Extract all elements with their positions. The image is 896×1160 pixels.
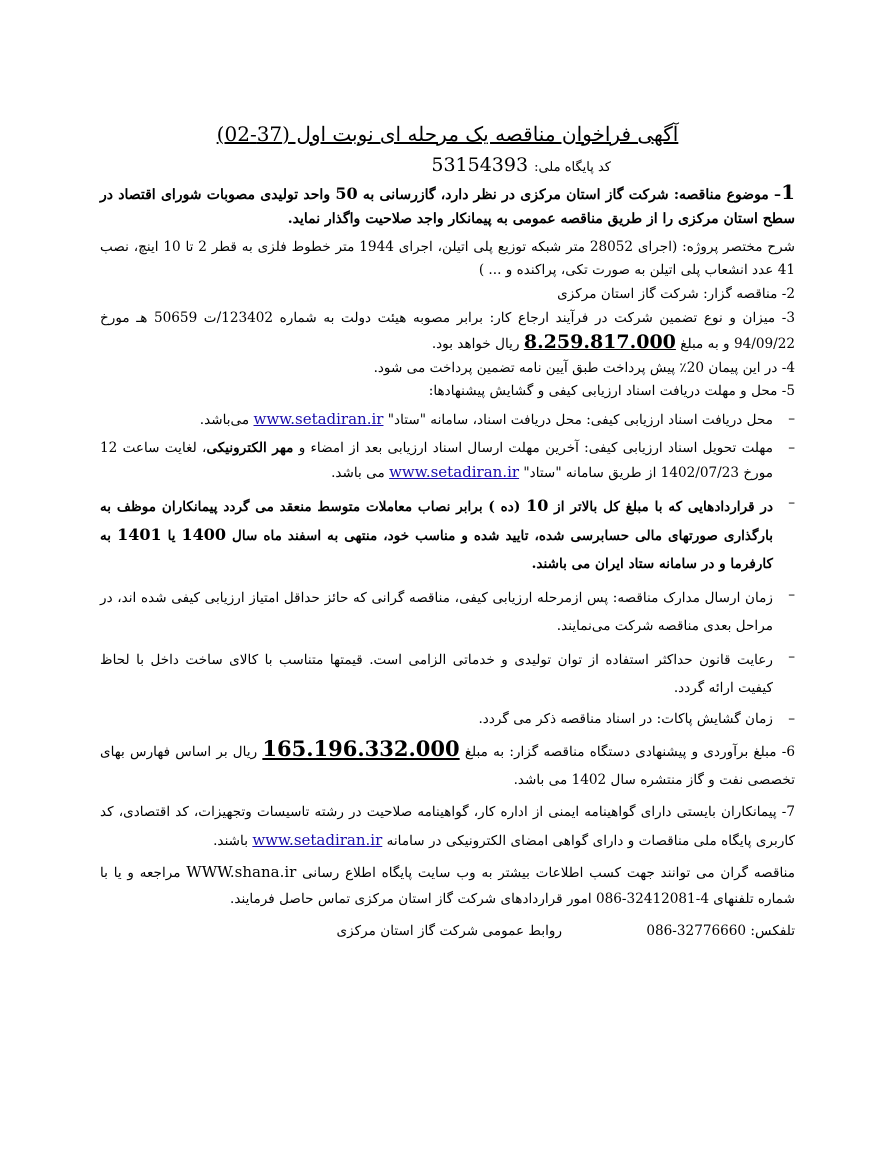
public-relations: روابط عمومی شرکت گاز استان مرکزی bbox=[336, 923, 563, 940]
section-6-text-a: 6- مبلغ برآوردی و پیشنهادی دستگاه مناقصه گزار: به مبلغ bbox=[459, 744, 795, 761]
setadiran-link[interactable]: www.setadiran.ir bbox=[253, 410, 384, 429]
section-4: 4- در این پیمان 20٪ پیش پرداخت طبق آیین نامه تضمین پرداخت می شود. bbox=[373, 359, 795, 376]
bullet-4-text: – زمان ارسال مدارک مناقصه: پس ازمرحله ارزیابی کیفی، مناقصه گرانی که حائز حداقل امتیاز ارزیابی کیفی شده اند، در مراحل بعدی مناقصه شرکت می‌نمایند. bbox=[100, 589, 773, 634]
bullet-5-text: – رعایت قانون حداکثر استفاده از توان تولیدی و خدماتی الزامی است. قیمتها متناسب با کالای ساخت داخل با لحاظ کیفیت ارائه گردد. bbox=[100, 651, 773, 696]
section-7-text-a: 7- پیمانکاران بایستی دارای گواهینامه ایمنی از اداره کار، گواهینامه صلاحیت در رشته تاسیسات وتجهیزات، کد اقتصادی، کد کاربری پایگاه ملی مناقصات و دارای گواهی امضای الکترونیکی در سامانه bbox=[100, 804, 795, 850]
bullet-1-text-b: می‌باشد. bbox=[199, 412, 254, 429]
section-1-text-a: – موضوع مناقصه: شرکت گاز استان مرکزی در نظر دارد، گازرسانی به bbox=[357, 187, 782, 203]
bullet-3-text-a: در قراردادهایی که با مبلغ کل بالاتر از bbox=[548, 498, 774, 515]
list-item bbox=[100, 492, 773, 578]
code-label: کد پایگاه ملی: bbox=[534, 160, 611, 175]
fax-number: تلفکس: 32776660-086 bbox=[646, 923, 795, 940]
shana-link[interactable]: WWW.shana.ir bbox=[186, 863, 297, 882]
setadiran-link[interactable]: www.setadiran.ir bbox=[252, 831, 383, 850]
section-1-number: 1 bbox=[781, 180, 795, 204]
list-item bbox=[100, 646, 773, 702]
section-1 bbox=[100, 181, 795, 232]
bullet-3-text-b: (ده ) برابر نصاب معاملات متوسط منعقد می گردد پیمانکاران موظف به بارگذاری صورتهای مالی حسابرسی شده، تایید شده و مناسب خود، منتهی به اسفند ماه سال bbox=[100, 498, 774, 544]
section-6-text-b: ریال بر اساس فهارس بهای تخصصی نفت و گاز منتشره سال 1402 می باشد. bbox=[100, 744, 795, 789]
list-item bbox=[100, 408, 773, 433]
page-title: آگهی فراخوان مناقصه یک مرحله ای نوبت اول (37-02) bbox=[216, 122, 679, 146]
section-7-text-b: باشند. bbox=[213, 833, 253, 850]
bullet-3-year-1401: 1401 bbox=[117, 524, 162, 544]
section-1-text-c: واحد تولیدی مصوبات شورای اقتصاد در سطح استان مرکزی را از طریق مناقصه عمومی به پیمانکار واجد صلاحیت واگذار نماید. bbox=[100, 187, 795, 227]
bullet-3-text-d: به کارفرما و در سامانه ستاد ایران می باشند. bbox=[100, 527, 773, 572]
contact-text-a: مناقصه گران می توانند جهت کسب اطلاعات بیشتر به وب سایت پایگاه اطلاع رسانی bbox=[296, 865, 795, 882]
setadiran-link[interactable]: www.setadiran.ir bbox=[389, 462, 520, 481]
guarantee-amount: 8.259.817.000 bbox=[523, 330, 676, 353]
list-item bbox=[100, 584, 773, 640]
section-1-units: 50 bbox=[335, 184, 358, 203]
contact-text-b: مراجعه و یا با شماره تلفنهای 4-32412081-086 امور قراردادهای شرکت گاز استان مرکزی تماس حاصل فرمایند. bbox=[100, 865, 795, 908]
section-3-text-b: ریال خواهد بود. bbox=[431, 335, 524, 352]
estimated-amount: 165.196.332.000 bbox=[262, 736, 460, 762]
bullet-2-text-d: می باشد. bbox=[331, 464, 390, 481]
national-code bbox=[100, 152, 611, 181]
section-2: 2- مناقصه گزار: شرکت گاز استان مرکزی bbox=[557, 286, 795, 303]
bullet-3-text-c: یا bbox=[161, 527, 182, 544]
section-7 bbox=[100, 798, 795, 855]
section-5-list bbox=[100, 408, 795, 731]
section-5: 5- محل و مهلت دریافت اسناد ارزیابی کیفی و گشایش پیشنهادها: bbox=[428, 383, 795, 400]
signature-line bbox=[100, 918, 795, 944]
bullet-3-year-1400: 1400 bbox=[181, 524, 227, 544]
code-value: 53154393 bbox=[431, 154, 529, 176]
contact-info bbox=[100, 859, 795, 912]
list-item bbox=[100, 437, 773, 486]
bullet-2-bold: مهر الکترونیکی bbox=[206, 439, 294, 456]
section-6 bbox=[100, 735, 795, 794]
tender-notice bbox=[100, 120, 795, 944]
bullet-2-text-a: مهلت تحویل اسناد ارزیابی کیفی: آخرین مهلت ارسال اسناد ارزیابی بعد از امضاء و bbox=[293, 439, 773, 456]
section-3 bbox=[100, 307, 795, 357]
section-3-text-a: 3- میزان و نوع تضمین شرکت در فرآیند ارجاع کار: برابر مصوبه هیئت دولت به شماره 123402/ت 50659 هـ مورخ 94/09/22 و به مبلغ bbox=[100, 309, 796, 352]
list-item bbox=[100, 708, 773, 732]
bullet-3-ten: 10 bbox=[526, 495, 549, 515]
bullet-2-text-c: ، لغایت ساعت 12 مورخ 1402/07/23 از طریق سامانه "ستاد" bbox=[100, 439, 773, 481]
bullet-1-text-a: محل دریافت اسناد ارزیابی کیفی: محل دریافت اسناد، سامانه "ستاد" bbox=[383, 412, 773, 429]
project-description: شرح مختصر پروژه: (اجرای 28052 متر شبکه توزیع پلی اتیلن، اجرای 1944 متر خطوط فلزی به قطر 2 تا 10 اینچ، نصب 41 عدد انشعاب پلی اتیلن به صورت تکی، پراکنده و ... ) bbox=[100, 238, 795, 279]
bullet-6-text: – زمان گشایش پاکات: در اسناد مناقصه ذکر می گردد. bbox=[478, 710, 773, 727]
